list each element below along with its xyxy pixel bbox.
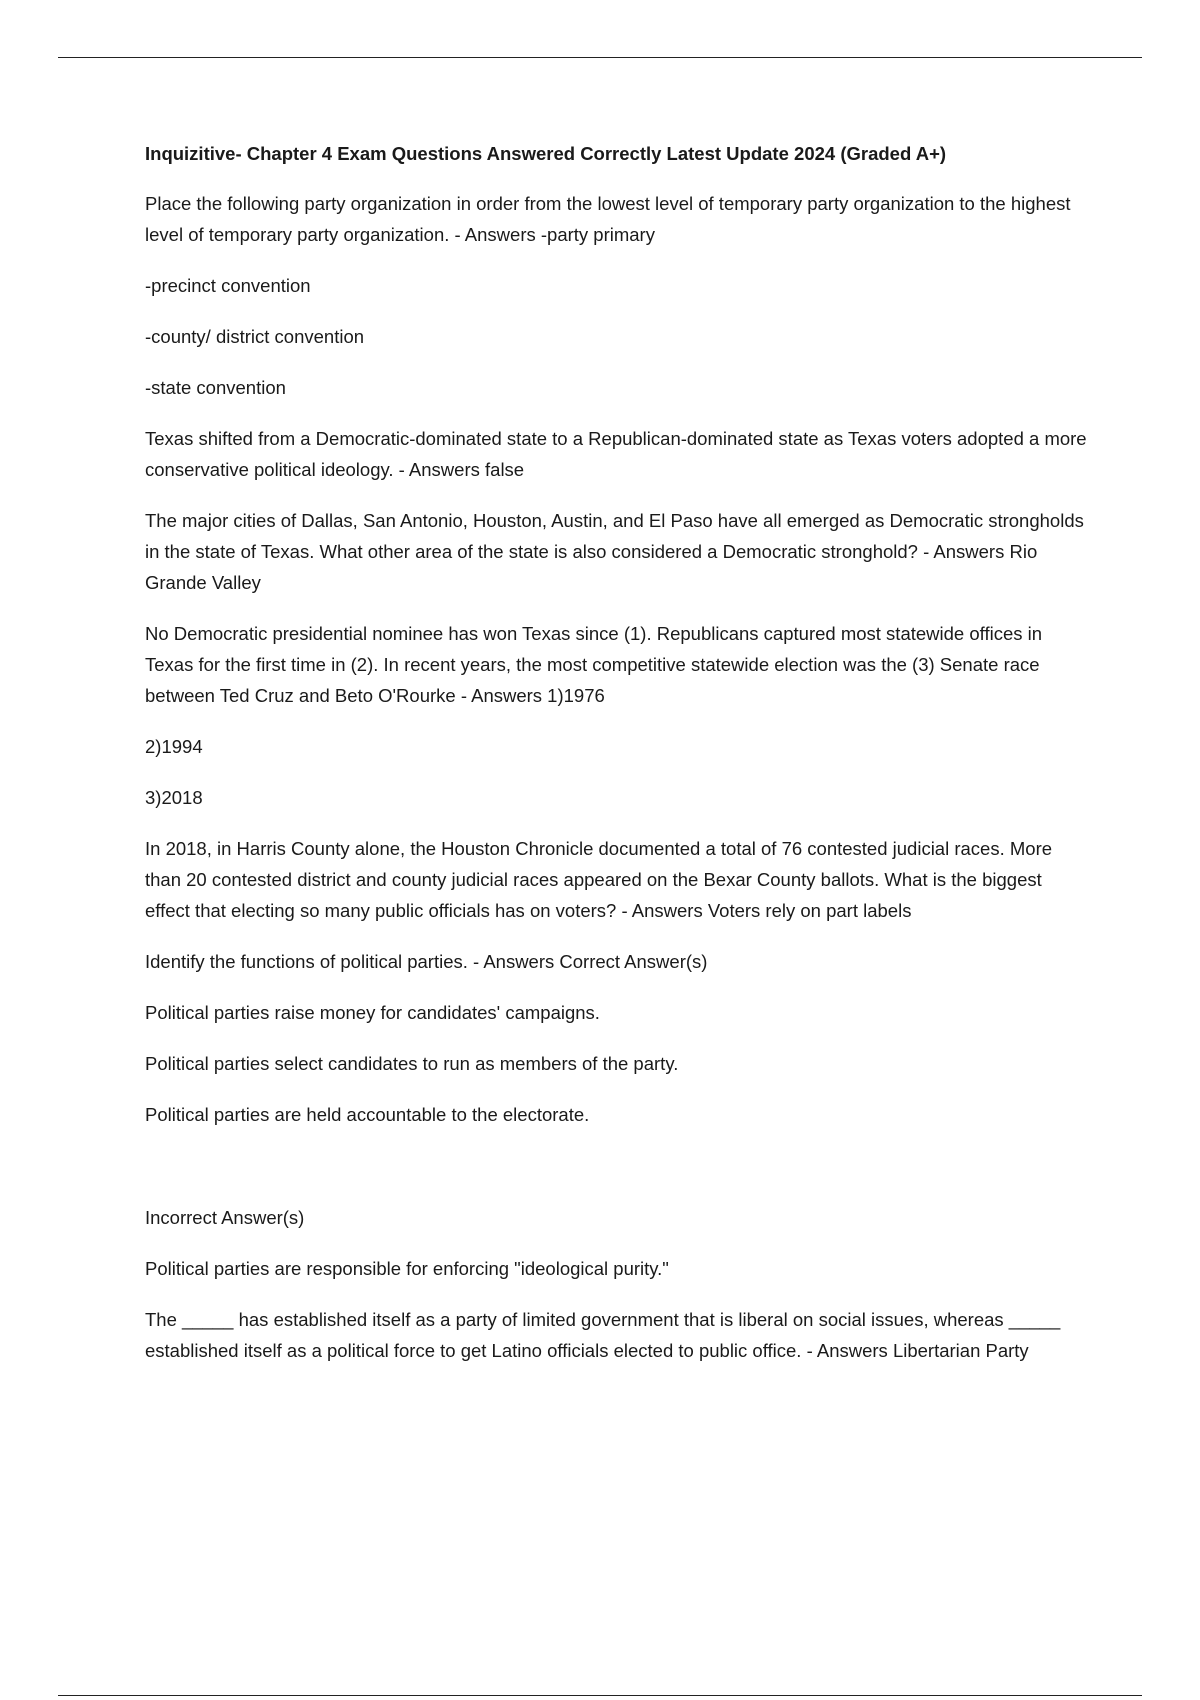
- incorrect-answers-heading: Incorrect Answer(s): [145, 1207, 305, 1228]
- answer-line-1994: 2)1994: [145, 736, 203, 757]
- answer-line-precinct: -precinct convention: [145, 275, 311, 296]
- question-party-organization-order: Place the following party organization in order from the lowest level of temporary party organization to the highest level of temporary party organization. - Answers -party primary: [145, 193, 1071, 245]
- header-rule: [58, 57, 1142, 58]
- question-libertarian-party: The _____ has established itself as a party of limited government that is liberal on social issues, whereas _____ established itself as a political force to get Latino officials elected to public office. - Answers Libertarian Party: [145, 1309, 1061, 1361]
- question-election-years: No Democratic presidential nominee has won Texas since (1). Republicans captured most statewide offices in Texas for the first time in (2). In recent years, the most competitive statewide election was the (3) Senate race between Ted Cruz and Beto O'Rourke - Answers 1)1976: [145, 623, 1043, 706]
- document-body: [145, 140, 1090, 1386]
- answer-line-select-candidates: Political parties select candidates to run as members of the party.: [145, 1053, 679, 1074]
- answer-line-county: -county/ district convention: [145, 326, 365, 347]
- answer-line-2018: 3)2018: [145, 787, 203, 808]
- question-democratic-stronghold: The major cities of Dallas, San Antonio, Houston, Austin, and El Paso have all emerged as Democratic strongholds in the state of Texas. What other area of the state is also considered a Democratic stronghold? - Answers Rio Grande Valley: [145, 510, 1084, 593]
- document-title: Inquizitive- Chapter 4 Exam Questions Answered Correctly Latest Update 2024 (Graded A+): [145, 143, 947, 164]
- question-harris-county: In 2018, in Harris County alone, the Houston Chronicle documented a total of 76 contested judicial races. More than 20 contested district and county judicial races appeared on the Bexar County ballots. What is the biggest effect that electing so many public officials has on voters? - Answers Voters rely on part labels: [145, 838, 1053, 921]
- answer-line-ideological-purity: Political parties are responsible for enforcing "ideological purity.": [145, 1258, 669, 1279]
- answer-line-accountable: Political parties are held accountable to the electorate.: [145, 1104, 590, 1125]
- answer-line-state: -state convention: [145, 377, 286, 398]
- blank-line: [145, 1150, 1090, 1202]
- question-texas-shift: Texas shifted from a Democratic-dominated state to a Republican-dominated state as Texas voters adopted a more conservative political ideology. - Answers false: [145, 428, 1087, 480]
- footer-rule: [58, 1695, 1142, 1696]
- question-party-functions: Identify the functions of political parties. - Answers Correct Answer(s): [145, 951, 708, 972]
- answer-line-raise-money: Political parties raise money for candidates' campaigns.: [145, 1002, 600, 1023]
